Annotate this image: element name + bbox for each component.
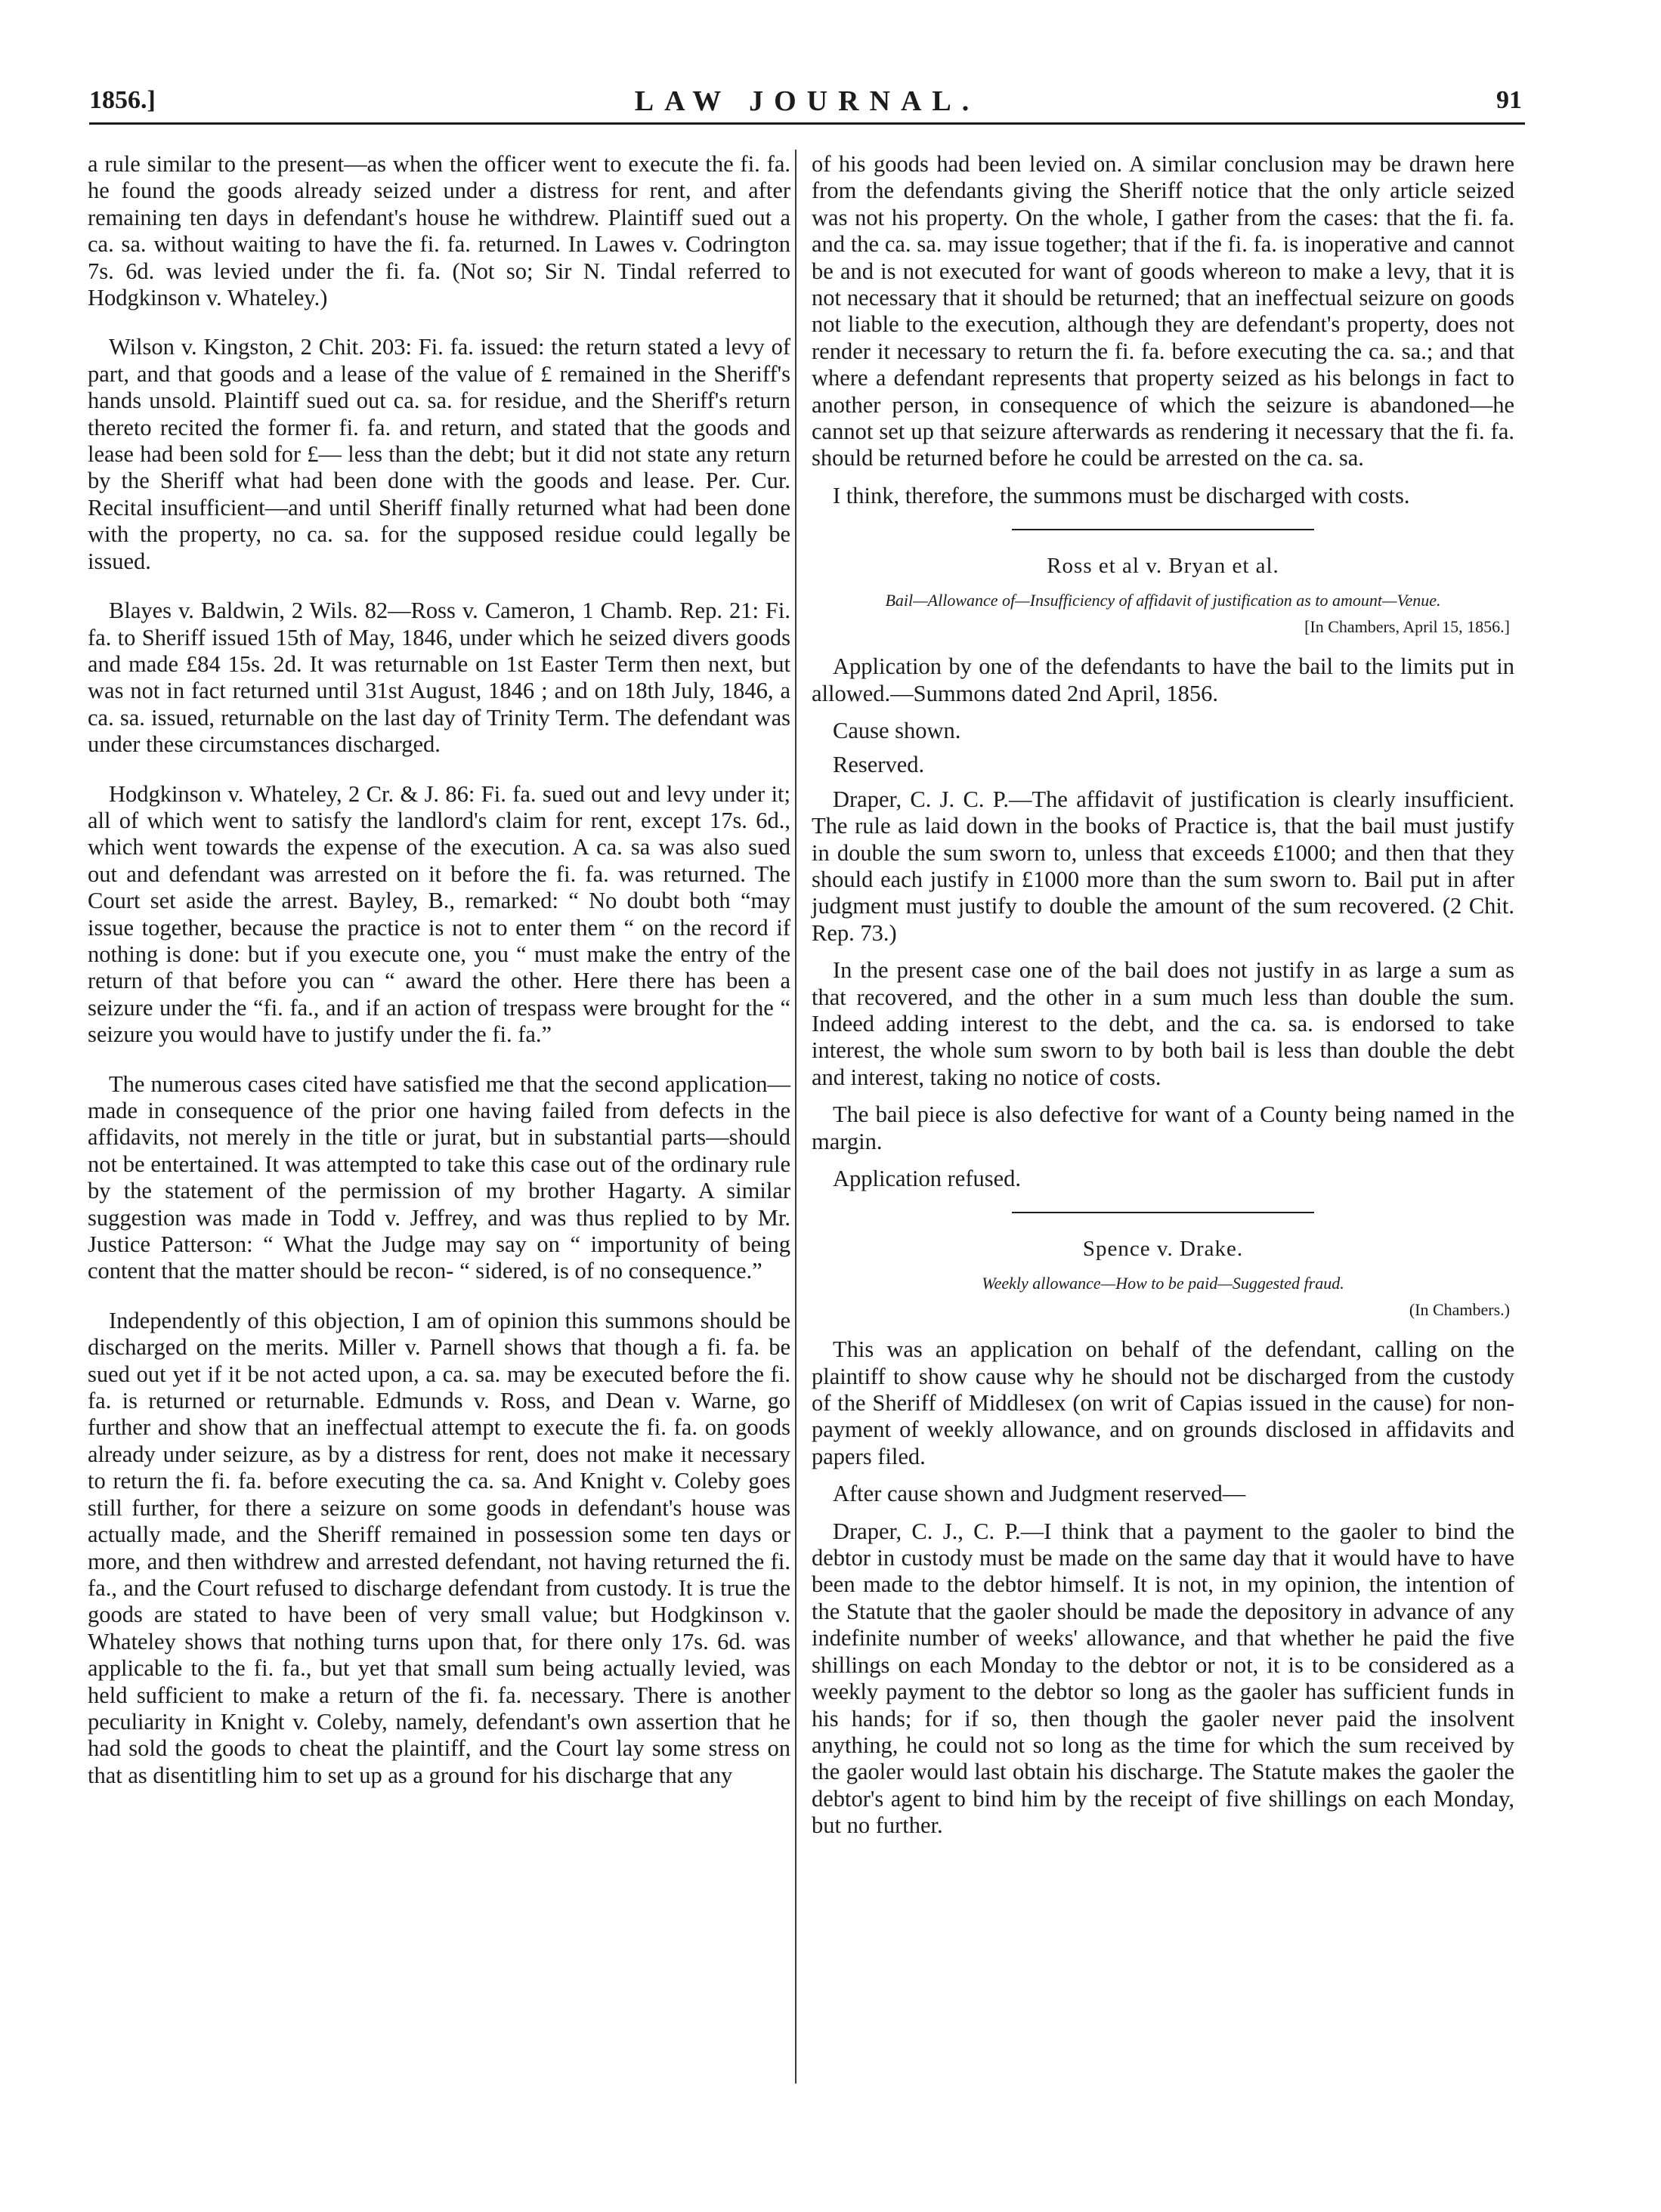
case-title-ross-v-bryan: Ross et al v. Bryan et al. [1047, 554, 1279, 579]
case2-paragraph-1: This was an application on behalf of the defendant, calling on the plaintiff to show cause why he should not be discharged from the custody of the Sheriff of Middlesex (on writ of Capias issued in the cause) for non-payment of weekly allowance, and on grounds disclosed in affidavits and papers filed. [812, 1336, 1514, 1469]
case-title-spence-v-drake: Spence v. Drake. [1082, 1237, 1244, 1262]
case1-paragraph-3: Reserved. [833, 752, 925, 778]
right-column [812, 151, 1514, 1850]
case1-paragraph-1: Application by one of the defendants to have the bail to the limits put in allowed.—Summons dated 2nd April, 1856. [812, 653, 1514, 706]
section-separator-2 [1012, 1212, 1314, 1213]
case-chambers-date: [In Chambers, April 15, 1856.] [1304, 616, 1510, 636]
left-paragraph-5: The numerous cases cited have satisfied me that the second application—made in consequence of the prior one having failed from defects in the affidavits, not merely in the title or jurat, but in substantial parts—should not be entertained. It was attempted to take this case out of the ordinary rule by the statement of the permission of my brother Hagarty. A similar suggestion was made in Todd v. Jeffrey, and was thus replied to by Mr. Justice Patterson: “ What the Judge may say on “ importunity of being content that the matter should be recon- “ sidered, is of no consequence.” [88, 1070, 790, 1284]
left-paragraph-3: Blayes v. Baldwin, 2 Wils. 82—Ross v. Cameron, 1 Chamb. Rep. 21: Fi. fa. to Sheriff issued 15th of May, 1846, under which he seized divers goods and made £84 15s. 2d. It was returnable on 1st Easter Term then next, but was not in fact returned until 31st August, 1846 ; and on 18th July, 1846, a ca. sa. issued, returnable on the last day of Trinity Term. The defendant was under these circumstances discharged. [88, 598, 790, 758]
case1-paragraph-4: Draper, C. J. C. P.—The affidavit of justification is clearly insufficient. The rule as laid down in the books of Practice is, that the bail must justify in double the sum sworn to, unless that exceeds £1000; and then that they should each justify in £1000 more than the sum sworn to. Bail put in after judgment must justify to double the amount of the sum recovered. (2 Chit. Rep. 73.) [812, 786, 1514, 946]
header-title: LAW JOURNAL. [634, 85, 980, 117]
header-year: 1856.] [89, 86, 156, 114]
column-divider [795, 150, 796, 2084]
case-headnote-spence-v-drake: Weekly allowance—How to be paid—Suggested fraud. [982, 1273, 1344, 1293]
case1-paragraph-7: Application refused. [833, 1166, 1022, 1191]
page-number: 91 [1496, 86, 1522, 114]
left-paragraph-6: Independently of this objection, I am of opinion this summons should be discharged on the merits. Miller v. Parnell shows that though a fi. fa. be sued out yet if it be not acted upon, a ca. sa. may be executed before the fi. fa. is returned or returnable. Edmunds v. Ross, and Dean v. Warne, go further and show that an ineffectual attempt to execute the fi. fa. on goods already under seizure, as by a distress for rent, does not make it necessary to return the fi. fa. before executing the ca. sa. And Knight v. Coleby goes still further, for there a seizure on some goods in defendant's house was actually made, and the Sheriff remained in possession some ten days or more, and then withdrew and arrested defendant, not having returned the fi. fa., and the Court refused to discharge defendant from custody. It is true the goods are stated to have been of very small value; but Hodgkinson v. Whateley shows that nothing turns upon that, for there only 17s. 6d. was applicable to the fi. fa., but yet that small sum being actually levied, was held sufficient to make a return of the fi. fa. necessary. There is another peculiarity in Knight v. Coleby, namely, defendant's own assertion that he had sold the goods to cheat the plaintiff, and the Court lay some stress on that as disentitling him to set up as a ground for his discharge that any [88, 1307, 790, 1788]
case-headnote-ross-v-bryan: Bail—Allowance of—Insufficiency of affidavit of justification as to amount—Venue. [885, 590, 1441, 610]
case2-paragraph-2: After cause shown and Judgment reserved— [833, 1481, 1246, 1507]
right-paragraph-2: I think, therefore, the summons must be discharged with costs. [833, 482, 1410, 508]
case1-paragraph-2: Cause shown. [833, 717, 961, 743]
case2-paragraph-3: Draper, C. J., C. P.—I think that a payment to the gaoler to bind the debtor in custody must be made on the same day that it would have to have been made to the debtor himself. It is not, in my opinion, the intention of the Statute that the gaoler should be made the depository in advance of any indefinite number of weeks' allowance, and that whether he paid the five shillings on each Monday to the debtor or not, it is to be considered as a weekly payment to the debtor so long as the gaoler has sufficient funds in his hands; for if so, then though the gaoler never paid the insolvent anything, he could not so long as the time for which the sum received by the gaoler would last obtain his discharge. The Statute makes the gaoler the debtor's agent to bind him by the receipt of five shillings on each Monday, but no further. [812, 1518, 1514, 1839]
page-header [89, 83, 1525, 125]
right-paragraph-1: of his goods had been levied on. A similar conclusion may be drawn here from the defendants giving the Sheriff notice that the only article seized was not his property. On the whole, I gather from the cases: that the fi. fa. and the ca. sa. may issue together; that if the fi. fa. is inoperative and cannot be and is not executed for want of goods whereon to make a levy, that it is not necessary that it should be returned; that an ineffectual seizure on goods not liable to the execution, although they are defendant's property, does not render it necessary to return the fi. fa. before executing the ca. sa.; and that where a defendant represents that property seized as his belongs in fact to another person, in consequence of which the seizure is abandoned—he cannot set up that seizure afterwards as rendering it necessary that the fi. fa. should be returned before he could be arrested on the ca. sa. [812, 151, 1514, 471]
left-paragraph-2: Wilson v. Kingston, 2 Chit. 203: Fi. fa. issued: the return stated a levy of part, and that goods and a lease of the value of £ remained in the Sheriff's hands unsold. Plaintiff sued out ca. sa. for residue, and the Sheriff's return thereto recited the former fi. fa. and return, and stated that the goods and lease had been sold for £— less than the debt; but it did not state any return by the Sheriff what had been done with the goods and lease. Per. Cur. Recital insufficient—and until Sheriff finally returned what had been done with the property, no ca. sa. for the supposed residue could legally be issued. [88, 334, 790, 574]
left-column [88, 151, 790, 1800]
case1-paragraph-6: The bail piece is also defective for want of a County being named in the margin. [812, 1101, 1514, 1154]
section-separator-1 [1012, 529, 1314, 530]
case-chambers-note: (In Chambers.) [1409, 1299, 1510, 1319]
left-paragraph-1: a rule similar to the present—as when the officer went to execute the fi. fa. he found the goods already seized under a distress for rent, and after remaining ten days in defendant's house he withdrew. Plaintiff sued out a ca. sa. without waiting to have the fi. fa. returned. In Lawes v. Codrington 7s. 6d. was levied under the fi. fa. (Not so; Sir N. Tindal referred to Hodgkinson v. Whateley.) [88, 151, 790, 311]
left-paragraph-4: Hodgkinson v. Whateley, 2 Cr. & J. 86: Fi. fa. sued out and levy under it; all of which went to satisfy the landlord's claim for rent, except 17s. 6d., which went towards the expense of the execution. A ca. sa was also sued out and defendant was arrested on it before the fi. fa. was returned. The Court set aside the arrest. Bayley, B., remarked: “ No doubt both “may issue together, because the practice is not to enter them “ on the record if nothing is done: but if you execute one, you “ must make the entry of the return of that before you can “ award the other. Here there has been a seizure under the “fi. fa., and if an action of trespass were brought for the “ seizure you would have to justify under the fi. fa.” [88, 780, 790, 1048]
case1-paragraph-5: In the present case one of the bail does not justify in as large a sum as that recovered, and the other in a sum much less than double the sum. Indeed adding interest to the debt, and the ca. sa. is endorsed to take interest, the whole sum sworn to by both bail is less than double the debt and interest, taking no notice of costs. [812, 957, 1514, 1090]
